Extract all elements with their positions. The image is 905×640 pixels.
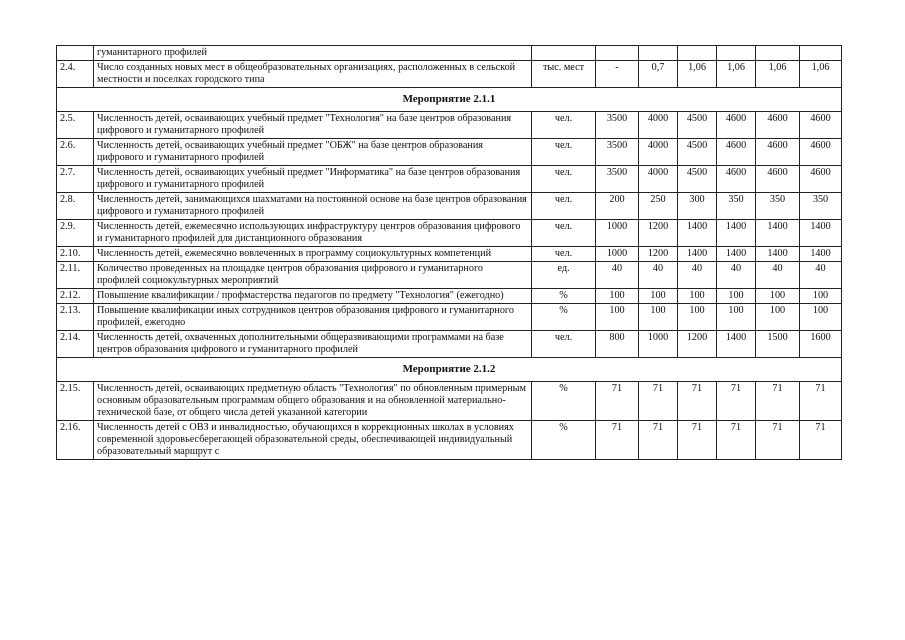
value-cell: 1500 (756, 331, 800, 358)
value-cell: 1200 (639, 220, 678, 247)
indicator-name: Численность детей, ежемесячно вовлеченных в программу социокультурных компетенций (94, 247, 532, 262)
indicator-name: Численность детей, осваивающих предметную область "Технология" по обновленным примерным основным образовательным программам общего образования и на обновленной материально-технической базе, от общего числа детей указанной категории (94, 382, 532, 421)
value-cell: 3500 (596, 139, 639, 166)
value-cell: 1400 (717, 220, 756, 247)
value-cell: 1,06 (800, 61, 842, 88)
value-cell: 4500 (678, 166, 717, 193)
document-page (56, 45, 841, 460)
value-cell: 71 (800, 421, 842, 460)
value-cell: 1400 (678, 220, 717, 247)
value-cell: 71 (639, 421, 678, 460)
unit-cell: тыс. мест (532, 61, 596, 88)
value-cell: 200 (596, 193, 639, 220)
unit-cell: чел. (532, 193, 596, 220)
value-cell: 3500 (596, 166, 639, 193)
table-row (57, 262, 842, 289)
table-row (57, 289, 842, 304)
value-cell: 71 (596, 382, 639, 421)
value-cell: 1000 (596, 220, 639, 247)
value-cell: 1400 (800, 247, 842, 262)
indicator-name: Численность детей с ОВЗ и инвалидностью, обучающихся в коррекционных школах в условиях современной здоровьесберегающей образовательной среды, обеспечивающей индивидуальный образовательный маршрут с (94, 421, 532, 460)
value-cell: 4600 (756, 166, 800, 193)
row-number: 2.5. (57, 112, 94, 139)
indicator-name: Число созданных новых мест в общеобразовательных организациях, расположенных в сельской местности и поселках городского типа (94, 61, 532, 88)
value-cell (717, 46, 756, 61)
value-cell: 4600 (800, 139, 842, 166)
value-cell (639, 46, 678, 61)
table-row (57, 421, 842, 460)
value-cell: 4000 (639, 139, 678, 166)
value-cell: 100 (596, 304, 639, 331)
value-cell: 800 (596, 331, 639, 358)
unit-cell: % (532, 289, 596, 304)
value-cell: 40 (756, 262, 800, 289)
unit-cell: % (532, 304, 596, 331)
unit-cell: чел. (532, 112, 596, 139)
value-cell (800, 46, 842, 61)
value-cell: 1200 (678, 331, 717, 358)
table-row (57, 220, 842, 247)
value-cell: 1400 (717, 247, 756, 262)
value-cell: 4600 (717, 112, 756, 139)
section-title: Мероприятие 2.1.1 (57, 88, 842, 112)
indicator-name: Количество проведенных на площадке центров образования цифрового и гуманитарного профилей социокультурных мероприятий (94, 262, 532, 289)
value-cell: 1400 (800, 220, 842, 247)
value-cell: 4600 (717, 139, 756, 166)
value-cell: 1400 (756, 220, 800, 247)
value-cell: 4600 (717, 166, 756, 193)
value-cell: 1400 (756, 247, 800, 262)
indicator-name: Численность детей, осваивающих учебный предмет "Информатика" на базе центров образования цифрового и гуманитарного профилей (94, 166, 532, 193)
value-cell: 1400 (678, 247, 717, 262)
value-cell: 4500 (678, 139, 717, 166)
value-cell: 71 (756, 421, 800, 460)
value-cell: 4600 (756, 112, 800, 139)
row-number: 2.6. (57, 139, 94, 166)
indicator-name: Численность детей, осваивающих учебный предмет "Технология" на базе центров образования цифрового и гуманитарного профилей (94, 112, 532, 139)
value-cell: 3500 (596, 112, 639, 139)
unit-cell: чел. (532, 220, 596, 247)
value-cell: 71 (596, 421, 639, 460)
value-cell: 71 (717, 421, 756, 460)
value-cell: 1000 (639, 331, 678, 358)
value-cell: 71 (717, 382, 756, 421)
value-cell: 300 (678, 193, 717, 220)
value-cell: 40 (596, 262, 639, 289)
row-number: 2.7. (57, 166, 94, 193)
unit-cell (532, 46, 596, 61)
value-cell: 40 (717, 262, 756, 289)
table-row (57, 61, 842, 88)
row-number: 2.15. (57, 382, 94, 421)
table-row (57, 382, 842, 421)
value-cell: 100 (639, 304, 678, 331)
value-cell: 1200 (639, 247, 678, 262)
value-cell (756, 46, 800, 61)
table-row (57, 331, 842, 358)
row-number: 2.8. (57, 193, 94, 220)
value-cell: 4600 (800, 112, 842, 139)
value-cell: 40 (678, 262, 717, 289)
value-cell: 1,06 (678, 61, 717, 88)
indicator-name: Повышение квалификации иных сотрудников центров образования цифрового и гуманитарного профилей, ежегодно (94, 304, 532, 331)
table-row (57, 46, 842, 61)
value-cell: 40 (639, 262, 678, 289)
value-cell: 100 (596, 289, 639, 304)
value-cell: 1000 (596, 247, 639, 262)
row-number: 2.16. (57, 421, 94, 460)
unit-cell: % (532, 421, 596, 460)
row-number: 2.14. (57, 331, 94, 358)
row-number: 2.4. (57, 61, 94, 88)
value-cell: 71 (756, 382, 800, 421)
value-cell: - (596, 61, 639, 88)
table-row (57, 247, 842, 262)
table-row (57, 193, 842, 220)
unit-cell: чел. (532, 331, 596, 358)
value-cell: 100 (678, 304, 717, 331)
value-cell: 0,7 (639, 61, 678, 88)
value-cell: 71 (678, 382, 717, 421)
indicator-name: Численность детей, занимающихся шахматами на постоянной основе на базе центров образования цифрового и гуманитарного профилей (94, 193, 532, 220)
table-row (57, 112, 842, 139)
value-cell (678, 46, 717, 61)
unit-cell: чел. (532, 166, 596, 193)
value-cell: 4600 (800, 166, 842, 193)
value-cell: 4600 (756, 139, 800, 166)
value-cell: 4500 (678, 112, 717, 139)
value-cell: 350 (800, 193, 842, 220)
table-row (57, 166, 842, 193)
value-cell: 100 (756, 304, 800, 331)
indicator-name: Численность детей, осваивающих учебный предмет "ОБЖ" на базе центров образования цифрового и гуманитарного профилей (94, 139, 532, 166)
section-title: Мероприятие 2.1.2 (57, 358, 842, 382)
value-cell: 100 (800, 304, 842, 331)
indicator-name: гуманитарного профилей (94, 46, 532, 61)
row-number: 2.12. (57, 289, 94, 304)
row-number: 2.11. (57, 262, 94, 289)
value-cell: 1,06 (717, 61, 756, 88)
indicator-name: Численность детей, ежемесячно использующих инфраструктуру центров образования цифрового и гуманитарного профилей для дистанционного образования (94, 220, 532, 247)
value-cell: 100 (639, 289, 678, 304)
row-number: 2.9. (57, 220, 94, 247)
indicator-name: Повышение квалификации / профмастерства педагогов по предмету "Технология" (ежегодно) (94, 289, 532, 304)
value-cell: 350 (756, 193, 800, 220)
value-cell: 250 (639, 193, 678, 220)
value-cell: 100 (756, 289, 800, 304)
unit-cell: чел. (532, 139, 596, 166)
value-cell: 350 (717, 193, 756, 220)
unit-cell: ед. (532, 262, 596, 289)
table-row (57, 139, 842, 166)
value-cell: 100 (800, 289, 842, 304)
value-cell: 1400 (717, 331, 756, 358)
indicator-name: Численность детей, охваченных дополнительными общеразвивающими программами на базе центров образования цифрового и гуманитарного профилей (94, 331, 532, 358)
indicators-table (56, 45, 842, 460)
value-cell: 100 (717, 304, 756, 331)
value-cell: 71 (800, 382, 842, 421)
value-cell (596, 46, 639, 61)
section-row (57, 88, 842, 112)
value-cell: 4000 (639, 112, 678, 139)
table-row (57, 304, 842, 331)
value-cell: 1,06 (756, 61, 800, 88)
section-row (57, 358, 842, 382)
value-cell: 71 (678, 421, 717, 460)
unit-cell: чел. (532, 247, 596, 262)
value-cell: 71 (639, 382, 678, 421)
value-cell: 100 (678, 289, 717, 304)
row-number: 2.13. (57, 304, 94, 331)
value-cell: 4000 (639, 166, 678, 193)
table-body (57, 46, 842, 460)
value-cell: 1600 (800, 331, 842, 358)
unit-cell: % (532, 382, 596, 421)
value-cell: 40 (800, 262, 842, 289)
value-cell: 100 (717, 289, 756, 304)
row-number: 2.10. (57, 247, 94, 262)
row-number (57, 46, 94, 61)
